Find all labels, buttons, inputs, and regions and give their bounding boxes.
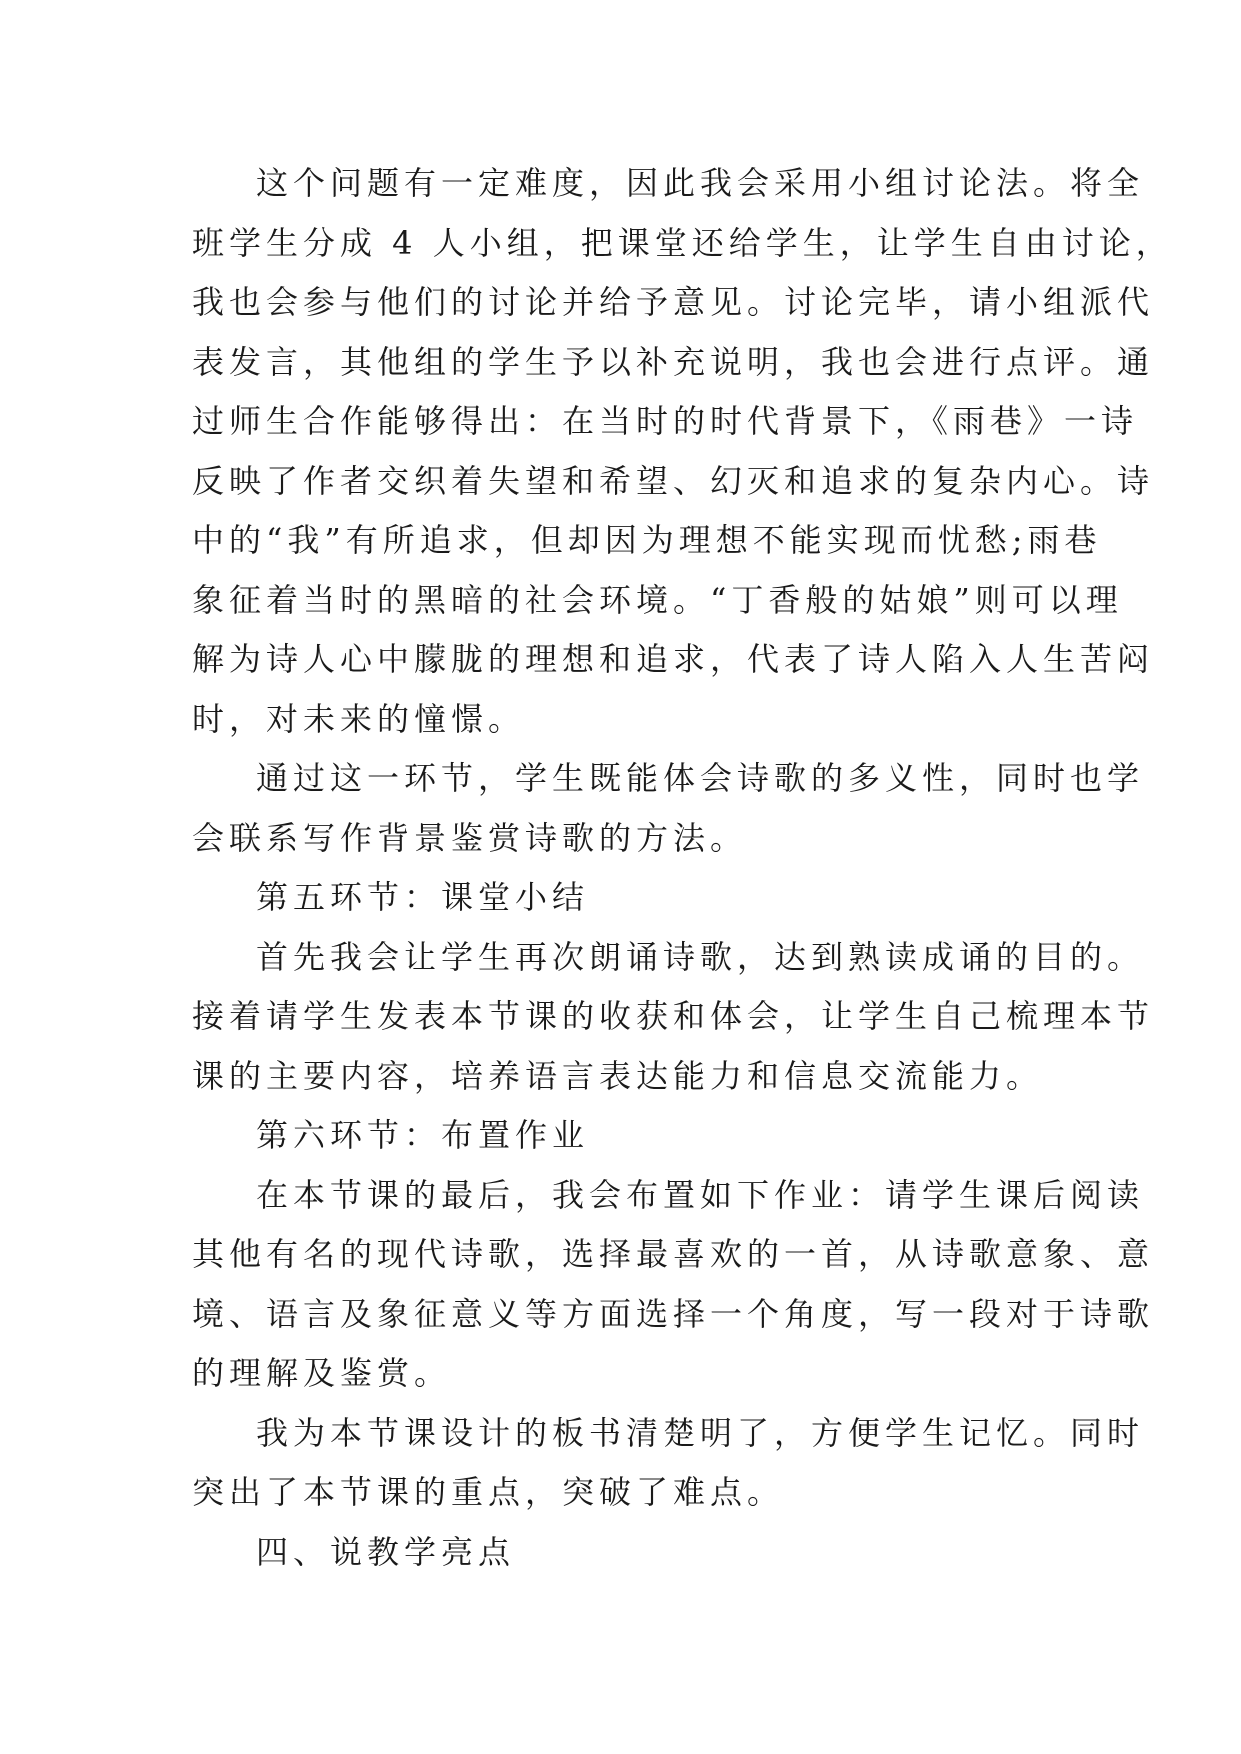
text-line: 班学生分成 4 人小组，把课堂还给学生，让学生自由讨论， <box>192 223 1173 262</box>
text-line: 接着请学生发表本节课的收获和体会，让学生自己梳理本节 <box>192 997 1155 1035</box>
text-line: 解为诗人心中朦胧的理想和追求，代表了诗人陷入人生苦闷 <box>192 640 1155 678</box>
text-line: 通过这一环节，学生既能体会诗歌的多义性，同时也学 <box>256 759 1145 797</box>
text-line: 我也会参与他们的讨论并给予意见。讨论完毕，请小组派代 <box>192 283 1155 321</box>
section-heading: 第五环节：课堂小结 <box>256 878 590 916</box>
text-line: 的理解及鉴赏。 <box>192 1354 452 1392</box>
section-heading: 四、说教学亮点 <box>256 1532 516 1571</box>
text-line: 这个问题有一定难度，因此我会采用小组讨论法。将全 <box>256 164 1145 202</box>
text-line: 表发言，其他组的学生予以补充说明，我也会进行点评。通 <box>192 342 1155 381</box>
text-line: 中的“我”有所追求，但却因为理想不能实现而忧愁;雨巷 <box>192 521 1102 559</box>
document-page <box>192 154 1173 1582</box>
text-line: 会联系写作背景鉴赏诗歌的方法。 <box>192 818 748 857</box>
text-line: 我为本节课设计的板书清楚明了，方便学生记忆。同时 <box>256 1413 1145 1452</box>
text-line: 突出了本节课的重点，突破了难点。 <box>192 1473 785 1511</box>
text-line: 境、语言及象征意义等方面选择一个角度，写一段对于诗歌 <box>192 1294 1155 1333</box>
text-line: 反映了作者交织着失望和希望、幻灭和追求的复杂内心。诗 <box>192 461 1155 500</box>
text-line: 其他有名的现代诗歌，选择最喜欢的一首，从诗歌意象、意 <box>192 1235 1155 1273</box>
text-line: 时，对未来的憧憬。 <box>192 699 526 738</box>
text-line: 在本节课的最后，我会布置如下作业：请学生课后阅读 <box>256 1175 1145 1214</box>
text-line: 首先我会让学生再次朗诵诗歌，达到熟读成诵的目的。 <box>256 937 1145 976</box>
text-line: 课的主要内容，培养语言表达能力和信息交流能力。 <box>192 1056 1044 1095</box>
text-line: 象征着当时的黑暗的社会环境。“丁香般的姑娘”则可以理 <box>192 580 1123 619</box>
section-heading: 第六环节：布置作业 <box>256 1116 590 1154</box>
text-line: 过师生合作能够得出：在当时的时代背景下，《雨巷》一诗 <box>192 402 1139 440</box>
